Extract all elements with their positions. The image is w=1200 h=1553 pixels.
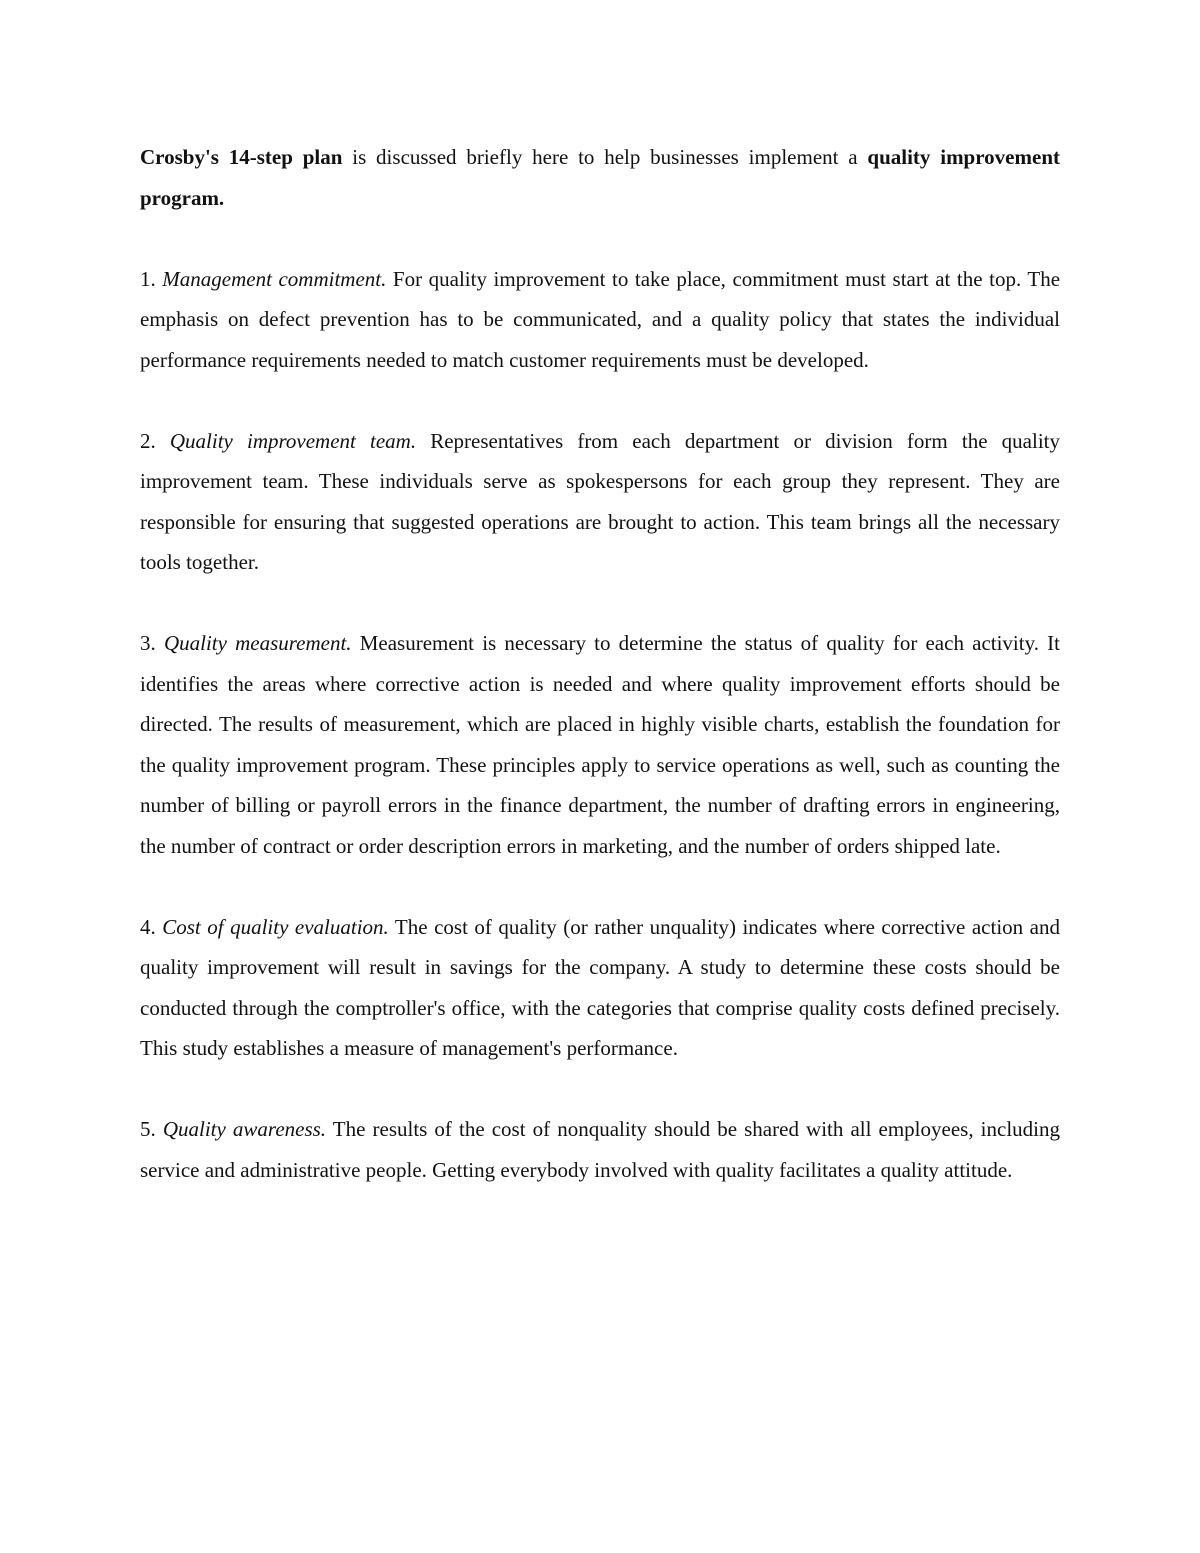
- step-number: 5.: [140, 1117, 163, 1141]
- step-body: Measurement is necessary to determine the status of quality for each activity. It identifies the areas where corrective action is needed and where quality improvement efforts should be directed. The results of measurement, which are placed in highly visible charts, establish the foundation for the quality improvement program. These principles apply to service operations as well, such as counting the number of billing or payroll errors in the finance department, the number of drafting errors in engineering, the number of contract or order description errors in marketing, and the number of orders shipped late.: [140, 631, 1060, 858]
- step-title: Quality improvement team.: [169, 428, 417, 453]
- step-number: 2.: [140, 428, 170, 453]
- intro-text: is discussed briefly here to help businesses implement a: [342, 145, 868, 169]
- step-body: The cost of quality (or rather unquality) indicates where corrective action and quality improvement will result in savings for the company. A study to determine these costs should be conducted through the comptroller's office, with the categories that comprise quality costs defined precisely. This study establishes a measure of management's performance.: [140, 914, 1060, 1060]
- step-number: 3.: [140, 631, 164, 655]
- step-number: 1.: [140, 266, 163, 291]
- step-title: Cost of quality evaluation.: [162, 914, 389, 939]
- step-title: Quality awareness.: [162, 1117, 327, 1141]
- step-body: The results of the cost of nonquality should be shared with all employees, including service and administrative people. Getting everybody involved with quality facilitates a quality attitude.: [140, 1117, 1060, 1182]
- step-paragraph-5: [140, 1109, 1060, 1190]
- intro-paragraph: [140, 137, 1060, 218]
- step-title: Management commitment.: [162, 266, 387, 291]
- step-title: Quality measurement.: [163, 631, 352, 655]
- step-paragraph-1: [140, 259, 1060, 381]
- step-number: 4.: [140, 914, 163, 939]
- intro-bold-plan: Crosby's 14-step plan: [140, 145, 343, 169]
- step-paragraph-4: [140, 907, 1060, 1069]
- step-body: For quality improvement to take place, commitment must start at the top. The emphasis on defect prevention has to be communicated, and a quality policy that states the individual performance requirements needed to match customer requirements must be developed.: [140, 266, 1061, 372]
- intro-bold-program: quality improvement program.: [140, 145, 1060, 210]
- document-body: [140, 137, 1060, 1231]
- step-paragraph-3: [140, 623, 1060, 866]
- step-body: Representatives from each department or division form the quality improvement team. These individuals serve as spokespersons for each group they represent. They are responsible for ensuring that suggested operations are brought to action. This team brings all the necessary tools together.: [140, 428, 1060, 574]
- step-paragraph-2: [140, 421, 1060, 583]
